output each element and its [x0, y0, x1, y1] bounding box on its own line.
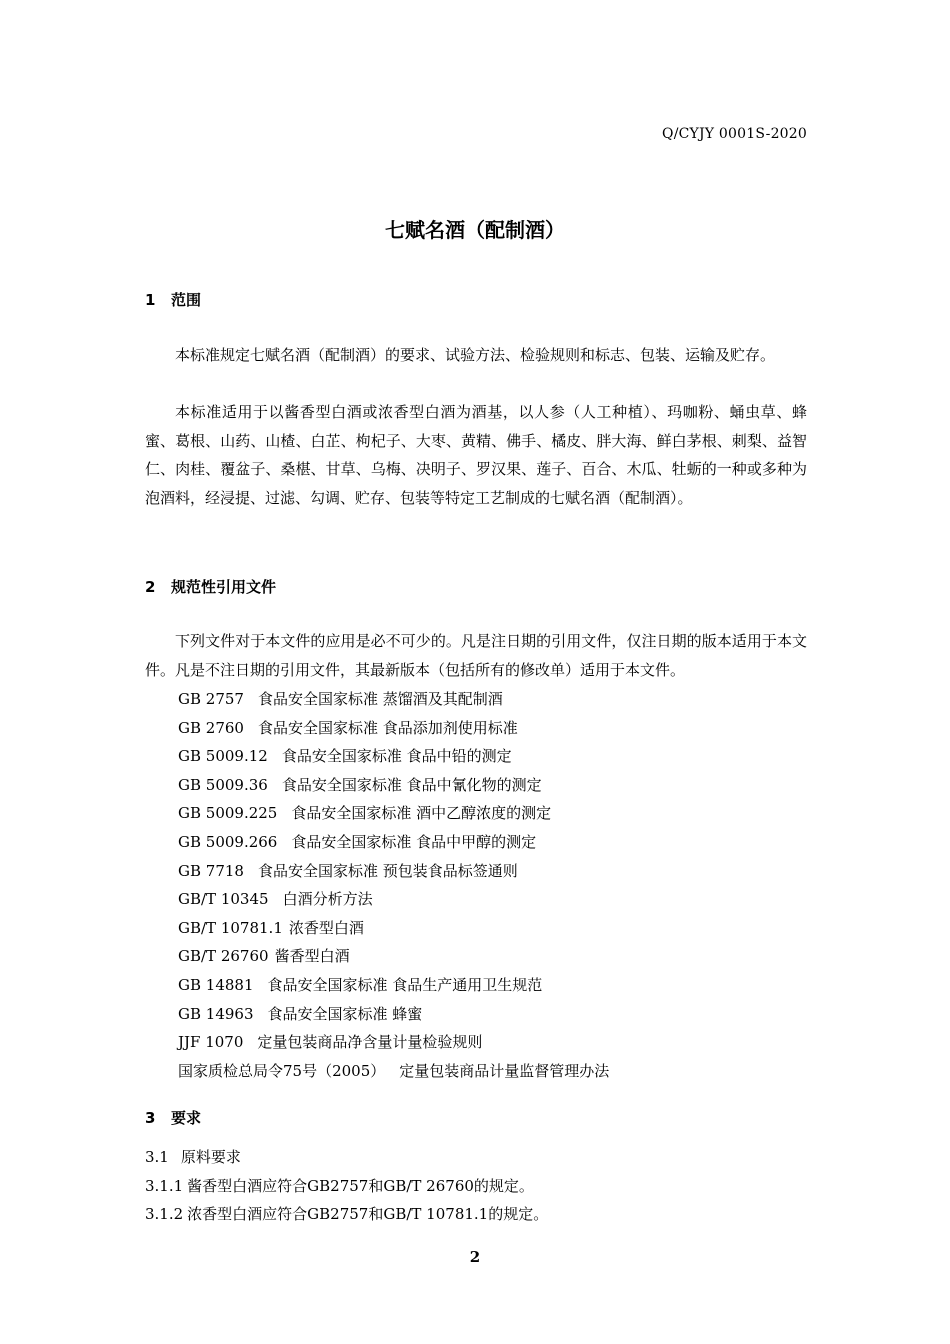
- clause-text: 酱香型白酒应符合GB2757和GB/T 26760的规定。: [187, 1176, 534, 1195]
- reference-code: GB 2757: [178, 690, 244, 708]
- reference-name: 浓香型白酒: [288, 918, 364, 937]
- list-item: [178, 771, 609, 800]
- clause-text: 浓香型白酒应符合GB2757和GB/T 10781.1的规定。: [187, 1205, 549, 1224]
- reference-code: GB 14881: [178, 975, 254, 994]
- list-item: [178, 685, 609, 714]
- reference-list: [178, 685, 609, 1085]
- list-item: [178, 857, 609, 886]
- section-number: 3: [145, 1109, 156, 1127]
- reference-name: 定量包装商品计量监督管理办法: [399, 1061, 610, 1080]
- section-title: 要求: [171, 1109, 202, 1127]
- list-item: [178, 1000, 609, 1029]
- reference-name: 食品安全国家标准 食品中铅的测定: [281, 747, 512, 766]
- list-item: [178, 742, 609, 771]
- section-title: 范围: [171, 291, 202, 309]
- scope-paragraph-2: 本标准适用于以酱香型白酒或浓香型白酒为酒基，以人参（人工种植）、玛咖粉、蛹虫草、蜂蜜、葛根、山药、山楂、白芷、枸杞子、大枣、黄精、佛手、橘皮、胖大海、鲜白茅根、刺梨、益智仁、肉桂、覆盆子、桑椹、甘草、乌梅、决明子、罗汉果、莲子、百合、木瓜、牡蛎的一种或多种为泡酒料，经浸提、过滤、勾调、贮存、包装等特定工艺制成的七赋名酒（配制酒）。: [145, 403, 807, 507]
- section-heading-requirements: [145, 1107, 201, 1128]
- reference-name: 食品安全国家标准 食品中甲醇的测定: [291, 832, 537, 851]
- references-intro: 下列文件对于本文件的应用是必不可少的。凡是注日期的引用文件，仅注日期的版本适用于本文件。凡是不注日期的引用文件，其最新版本（包括所有的修改单）适用于本文件。: [145, 632, 807, 679]
- page-number: 2: [469, 1248, 481, 1266]
- section-number: 1: [145, 291, 156, 309]
- reference-code: GB/T 10345: [178, 890, 269, 909]
- reference-name: 食品安全国家标准 食品添加剂使用标准: [257, 718, 518, 737]
- reference-code: GB 5009.36: [178, 775, 268, 794]
- standard-code: Q/CYJY 0001S-2020: [662, 126, 807, 142]
- requirements-list: [145, 1143, 548, 1229]
- reference-name: 食品安全国家标准 蒸馏酒及其配制酒: [257, 690, 503, 708]
- list-item: [145, 1200, 548, 1229]
- list-item: [178, 914, 609, 943]
- reference-code: JJF 1070: [178, 1033, 244, 1052]
- reference-name: 食品安全国家标准 蜂蜜: [267, 1004, 423, 1023]
- reference-code: GB/T 26760: [178, 947, 269, 966]
- list-item: [178, 885, 609, 914]
- document-title: 七赋名酒（配制酒）: [385, 218, 565, 242]
- reference-code: GB 2760: [178, 718, 244, 737]
- reference-code: GB/T 10781.1: [178, 918, 283, 937]
- section-title: 规范性引用文件: [171, 578, 277, 596]
- list-item: [178, 1057, 609, 1086]
- reference-code: 国家质检总局令75号（2005）: [178, 1061, 386, 1080]
- section-heading-references: [145, 576, 276, 597]
- clause-number: 3.1: [145, 1148, 169, 1166]
- scope-paragraph-1: 本标准规定七赋名酒（配制酒）的要求、试验方法、检验规则和标志、包装、运输及贮存。: [175, 346, 776, 364]
- clause-number: 3.1.1: [145, 1176, 184, 1195]
- list-item: [178, 714, 609, 743]
- list-item: [178, 942, 609, 971]
- reference-name: 食品安全国家标准 食品中氰化物的测定: [281, 775, 542, 794]
- clause-number: 3.1.2: [145, 1205, 184, 1224]
- reference-name: 食品安全国家标准 食品生产通用卫生规范: [267, 975, 543, 994]
- list-item: [178, 1028, 609, 1057]
- list-item: [145, 1172, 548, 1201]
- section-number: 2: [145, 578, 156, 596]
- reference-code: GB 5009.225: [178, 804, 278, 823]
- list-item: [178, 828, 609, 857]
- list-item: [178, 799, 609, 828]
- reference-code: GB 5009.266: [178, 832, 278, 851]
- reference-name: 酱香型白酒: [274, 947, 350, 966]
- reference-name: 食品安全国家标准 酒中乙醇浓度的测定: [291, 804, 552, 823]
- section-heading-scope: [145, 289, 201, 310]
- reference-code: GB 7718: [178, 861, 244, 880]
- reference-code: GB 14963: [178, 1004, 254, 1023]
- list-item: [145, 1143, 548, 1172]
- reference-name: 定量包装商品净含量计量检验规则: [257, 1033, 483, 1052]
- list-item: [178, 971, 609, 1000]
- reference-code: GB 5009.12: [178, 747, 268, 766]
- reference-name: 食品安全国家标准 预包装食品标签通则: [257, 861, 518, 880]
- reference-name: 白酒分析方法: [282, 890, 373, 909]
- clause-text: 原料要求: [180, 1148, 241, 1166]
